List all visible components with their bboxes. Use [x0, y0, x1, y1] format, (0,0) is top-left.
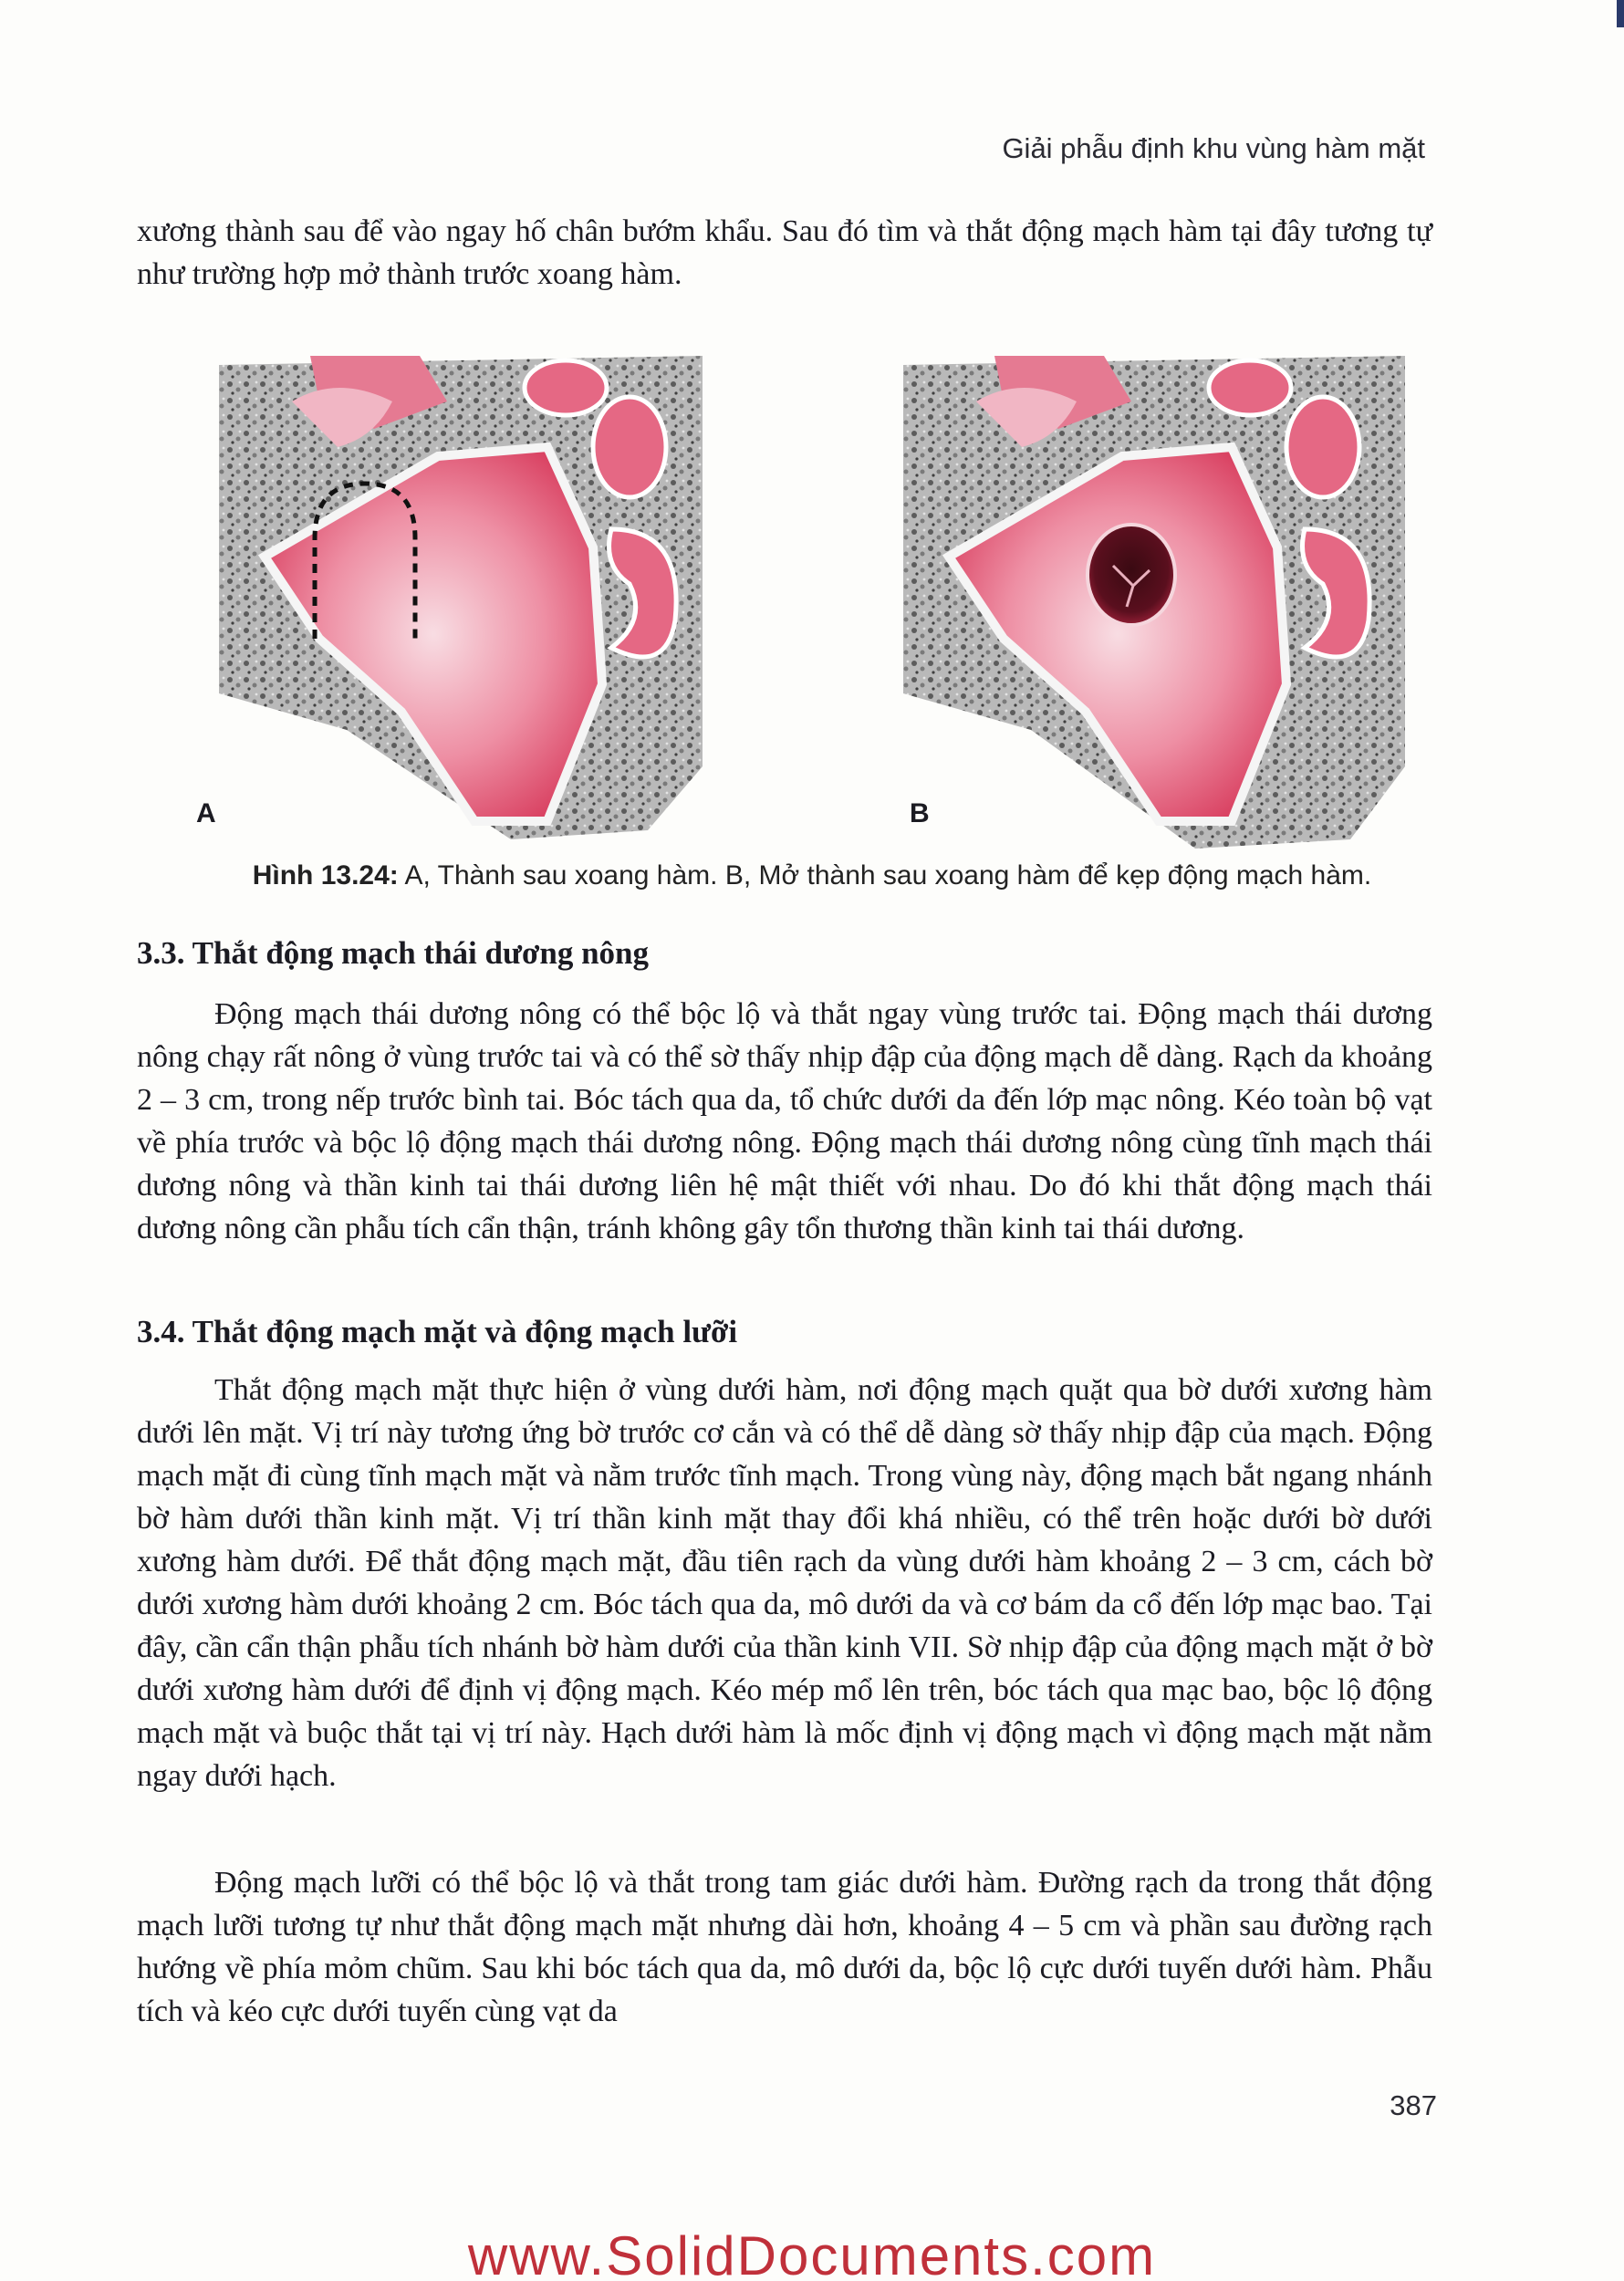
footer-watermark: www.SolidDocuments.com — [467, 2225, 1157, 2281]
section-3-3-body — [137, 993, 1432, 1250]
running-header: Giải phẫu định khu vùng hàm mặt — [1002, 132, 1425, 164]
section-heading-3-3: 3.3. Thắt động mạch thái dương nông — [137, 935, 650, 971]
paragraph: Động mạch thái dương nông có thể bộc lộ và thắt ngay vùng trước tai. Động mạch thái dương nông chạy rất nông ở vùng trước tai và có thể sờ thấy nhịp đập của động mạch dễ dàng. Rạch da khoảng 2 – 3 cm, trong nếp trước bình tai. Bóc tách qua da, tổ chức dưới da đến lớp mạc nông. Kéo toàn bộ vạt về phía trước và bộc lộ động mạch thái dương nông. Động mạch thái dương nông cùng tĩnh mạch thái dương nông và thần kinh tai thái dương liên hệ mật thiết với nhau. Do đó khi thắt động mạch thái dương nông cần phẫu tích cẩn thận, tránh không gây tổn thương thần kinh tai thái dương. — [137, 997, 1432, 1245]
caption-number: Hình 13.24: — [252, 860, 399, 891]
paragraph: Thắt động mạch mặt thực hiện ở vùng dưới hàm, nơi động mạch quặt qua bờ dưới xương hàm dưới lên mặt. Vị trí này tương ứng bờ trước cơ cắn và có thể dễ dàng sờ thấy nhịp đập của mạch. Động mạch mặt đi cùng tĩnh mạch mặt và nằm trước tĩnh mạch. Trong vùng này, động mạch bắt ngang nhánh bờ hàm dưới thần kinh mặt. Vị trí thần kinh mặt thay đổi khá nhiều, có thể trên hoặc dưới bờ dưới xương hàm dưới. Để thắt động mạch mặt, đầu tiên rạch da vùng dưới hàm khoảng 2 – 3 cm, cách bờ dưới xương hàm dưới khoảng 2 cm. Bóc tách qua da, mô dưới da và cơ bám da cổ đến lớp mạc bao. Tại đây, cần cẩn thận phẫu tích nhánh bờ hàm dưới của thần kinh VII. Sờ nhịp đập của động mạch mặt ở bờ dưới xương hàm dưới để định vị động mạch. Kéo mép mổ lên trên, bóc tách qua mạc bao, bộc lộ động mạch mặt và buộc thắt tại vị trí này. Hạch dưới hàm là mốc định vị động mạch vì động mạch mặt nằm ngay dưới hạch. — [137, 1373, 1432, 1793]
page-edge-mark — [1617, 0, 1624, 27]
figure-caption — [0, 860, 1624, 891]
sinus-opened-illustration — [894, 347, 1405, 858]
caption-text: A, Thành sau xoang hàm. B, Mở thành sau xoang hàm để kẹp động mạch hàm. — [398, 860, 1372, 891]
figure-panel-b — [894, 347, 1405, 858]
paragraph: Động mạch lưỡi có thể bộc lộ và thắt trong tam giác dưới hàm. Đường rạch da trong thắt động mạch lưỡi tương tự như thắt động mạch mặt nhưng dài hơn, khoảng 4 – 5 cm và phần sau đường rạch hướng về phía mỏm chũm. Sau khi bóc tách qua da, mô dưới da, bộc lộ cực dưới tuyến dưới hàm. Phẫu tích và kéo cực dưới tuyến cùng vạt da — [137, 1866, 1432, 2028]
figure-label-b: B — [910, 798, 930, 828]
section-3-4-body — [137, 1369, 1432, 1797]
figure-panel-a — [210, 347, 703, 858]
sinus-posterior-wall-illustration — [210, 347, 703, 858]
page-number: 387 — [1390, 2089, 1437, 2121]
intro-paragraph — [137, 210, 1432, 296]
section-heading-3-4: 3.4. Thắt động mạch mặt và động mạch lưỡi — [137, 1314, 738, 1349]
intro-text: xương thành sau để vào ngay hố chân bướm khẩu. Sau đó tìm và thắt động mạch hàm tại đây tương tự như trường hợp mở thành trước xoang hàm. — [137, 214, 1432, 291]
section-3-4-body-continued — [137, 1861, 1432, 2033]
figure-label-a: A — [196, 798, 216, 828]
